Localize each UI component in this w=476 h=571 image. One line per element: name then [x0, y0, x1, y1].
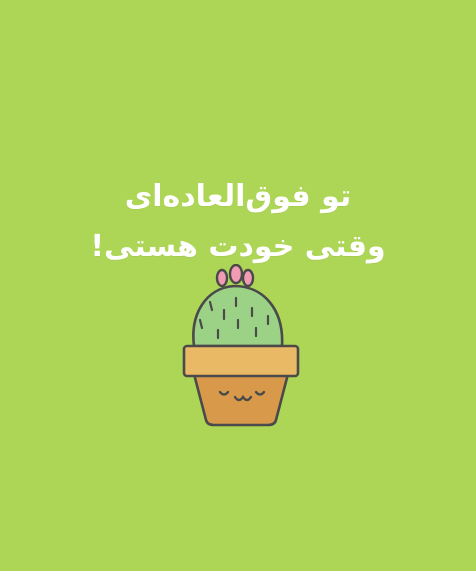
flower-icon — [217, 265, 253, 286]
pot-rim — [184, 346, 298, 376]
message-line-2: وقتی خودت هستی! — [90, 229, 386, 264]
message-line-1: تو فوق‌العاده‌ای — [124, 179, 352, 214]
motivational-message — [0, 172, 476, 272]
potted-cactus-icon — [180, 264, 304, 430]
